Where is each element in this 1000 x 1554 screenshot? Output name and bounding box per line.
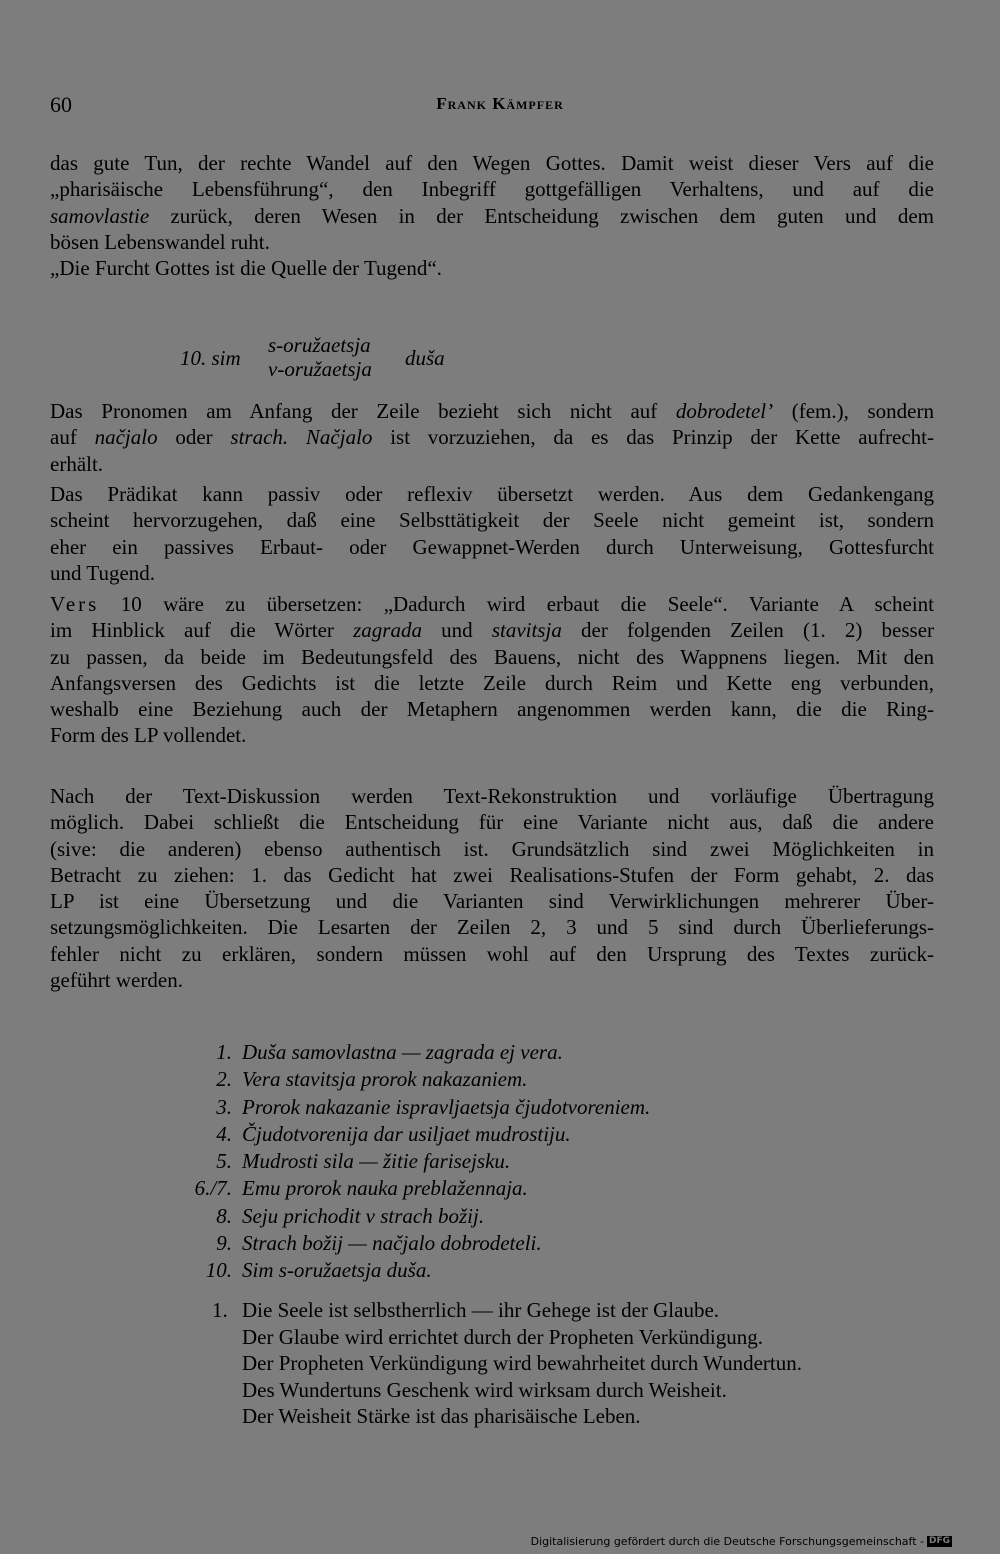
text-line: setzungsmöglichkeiten. Die Lesarten der Zeilen 2, 3 und 5 sind durch Überlieferungs-	[50, 915, 934, 940]
text-line: „pharisäische Lebensführung“, den Inbegriff gottgefälligen Verhaltens, und auf die	[50, 177, 934, 202]
line-text: Prorok nakazanie ispravljaetsja čjudotvoreniem.	[242, 1094, 651, 1119]
text-line: scheint hervorzugehen, daß eine Selbsttätigkeit der Seele nicht gemeint ist, sondern	[50, 508, 934, 533]
dfg-logo: DFG	[928, 1536, 950, 1546]
text-run: auf	[50, 425, 95, 450]
text-run: der folgenden Zeilen (1. 2) besser	[561, 618, 935, 643]
line-text: Duša samovlastna — zagrada ej vera.	[242, 1040, 563, 1064]
paragraph-3	[50, 481, 934, 586]
paragraph-2	[50, 398, 934, 477]
verse-word: duša	[405, 346, 445, 370]
line-text: Des Wundertuns Geschenk wird wirksam durch Weisheit.	[242, 1377, 727, 1402]
running-head: Frank Kämpfer	[436, 94, 564, 113]
text-line: Anfangsversen des Gedichts ist die letzte Zeile durch Reim und Kette eng verbunden,	[50, 670, 934, 695]
line-text: Mudrosti sila — žitie farisejsku.	[242, 1149, 511, 1174]
text-run: oder	[157, 425, 231, 450]
text-line: Das Prädikat kann passiv oder reflexiv übersetzt werden. Aus dem Gedankengang	[50, 482, 934, 506]
text-line	[50, 424, 934, 450]
text-line: LP ist eine Übersetzung und die Varianten sind Verwirklichungen mehrerer Über-	[50, 889, 934, 914]
text-line: zu passen, da beide im Bedeutungsfeld des Bauens, nicht des Wappnens liegen. Mit den	[50, 644, 934, 669]
text-run: 10 wäre zu übersetzen: „Dadurch wird erbaut die Seele“. Variante A scheint	[99, 592, 934, 616]
line-number: 9.	[216, 1231, 232, 1256]
line-text: Der Propheten Verkündigung wird bewahrheitet durch Wundertun.	[242, 1351, 802, 1375]
line-number: 4.	[216, 1121, 232, 1146]
text-line: erhält.	[50, 451, 104, 476]
text-line: Nach der Text-Diskussion werden Text-Rekonstruktion und vorläufige Übertragung	[50, 784, 934, 808]
text-run: zurück, deren Wesen in der Entscheidung zwischen dem guten und dem	[149, 203, 934, 228]
line-text: Čjudotvorenija dar usiljaet mudrostiju.	[242, 1121, 571, 1146]
italic-term: načjalo	[94, 425, 158, 450]
italic-term: strach. Načjalo	[230, 425, 373, 450]
line-number: 2.	[216, 1067, 232, 1092]
text-line	[50, 203, 934, 229]
line-number: 1.	[216, 1040, 232, 1064]
line-text: Seju prichodit v strach božij.	[242, 1203, 485, 1228]
text-line	[50, 617, 934, 643]
verse-number: 10. sim	[180, 346, 241, 370]
text-run: ist vorzuziehen, da es das Prinzip der Kette aufrecht-	[372, 425, 934, 450]
line-number: 10.	[205, 1258, 232, 1283]
text-run: im Hinblick auf die Wörter	[50, 618, 354, 643]
text-line	[50, 398, 934, 424]
spaced-term: Vers	[50, 592, 100, 616]
line-text: Der Glaube wird errichtet durch der Propheten Verkündigung.	[242, 1324, 763, 1349]
text-line: Form des LP vollendet.	[50, 723, 247, 748]
line-number: 1.	[212, 1298, 228, 1322]
line-number: 6./7.	[194, 1176, 232, 1201]
line-number: 3.	[216, 1094, 232, 1119]
text-line: bösen Lebenswandel ruht.	[50, 229, 270, 254]
text-run: (fem.), sondern	[773, 399, 934, 423]
italic-term: samovlastie	[50, 203, 150, 228]
italic-term: dobrodetel’	[675, 399, 774, 423]
text-run: Das Pronomen am Anfang der Zeile bezieht sich nicht auf	[50, 399, 676, 423]
line-text: Emu prorok nauka preblažennaja.	[242, 1176, 528, 1201]
text-line: eher ein passives Erbaut- oder Gewappnet-Werden durch Unterweisung, Gottesfurcht	[50, 534, 934, 559]
text-line: möglich. Dabei schließt die Entscheidung für eine Variante nicht aus, daß die andere	[50, 810, 934, 835]
line-text: Die Seele ist selbstherrlich — ihr Gehege ist der Glaube.	[242, 1298, 720, 1322]
text-line: (sive: die anderen) ebenso authentisch ist. Grundsätzlich sind zwei Möglichkeiten in	[50, 836, 934, 861]
italic-term: zagrada	[353, 618, 422, 643]
variant-b: v-oružaetsja	[268, 357, 372, 381]
variant-a: s-oružaetsja	[268, 333, 371, 357]
page-number: 60	[50, 92, 72, 117]
line-text: Der Weisheit Stärke ist das pharisäische Leben.	[242, 1404, 641, 1428]
paragraph-4	[50, 591, 934, 749]
paragraph-5	[50, 783, 934, 993]
text-line: Betracht zu ziehen: 1. das Gedicht hat zwei Realisations-Stufen der Form gehabt, 2. das	[50, 862, 934, 887]
italic-term: stavitsja	[491, 618, 562, 643]
line-text: Sim s-oružaetsja duša.	[242, 1258, 432, 1283]
footer-text: Digitalisierung gefördert durch die Deutsche Forschungsgemeinschaft -	[530, 1535, 924, 1548]
line-number: 5.	[216, 1149, 232, 1174]
text-line: geführt werden.	[50, 968, 183, 993]
line-number: 8.	[216, 1203, 232, 1228]
variant-stack	[268, 333, 372, 381]
text-line	[50, 591, 934, 617]
text-line: das gute Tun, der rechte Wandel auf den Wegen Gottes. Damit weist dieser Vers auf die	[50, 151, 934, 175]
paragraph-1	[50, 150, 934, 281]
text-line: „Die Furcht Gottes ist die Quelle der Tugend“.	[50, 256, 442, 281]
text-line: und Tugend.	[50, 560, 156, 585]
line-text: Strach božij — načjalo dobrodeteli.	[242, 1231, 542, 1256]
digitization-footer	[531, 1535, 952, 1548]
line-text: Vera stavitsja prorok nakazaniem.	[242, 1067, 528, 1092]
text-line: weshalb eine Beziehung auch der Metaphern angenommen werden kann, die die Ring-	[50, 697, 934, 722]
text-line: fehler nicht zu erklären, sondern müssen wohl auf den Ursprung des Textes zurück-	[50, 941, 934, 966]
text-run: und	[421, 618, 492, 643]
